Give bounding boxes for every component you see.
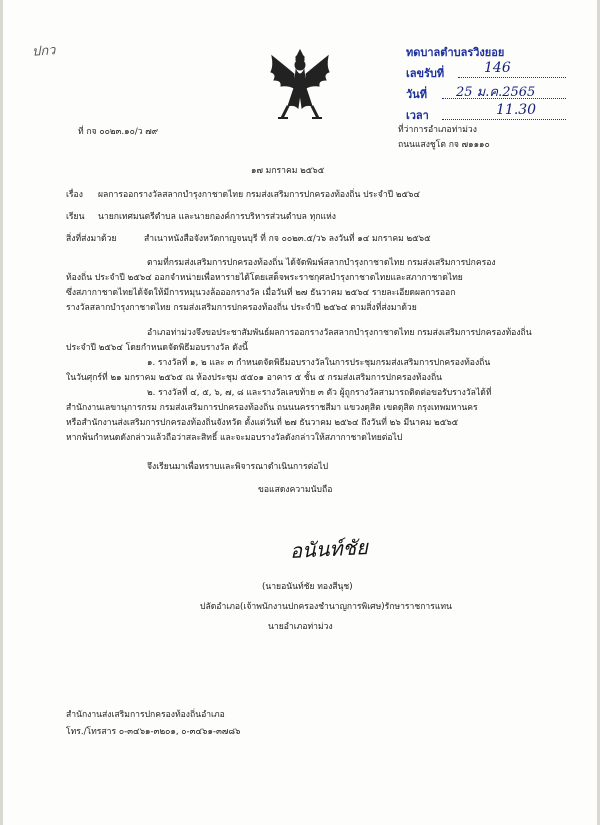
- para1-line: ท้องถิ่น ประจำปี ๒๕๖๔ ออกจำหน่ายเพื่อหารายได้โดยเสด็จพระราชกุศลบำรุงกาชาดไทยและสภากาชาดไทย: [66, 273, 463, 283]
- receipt-stamp: [398, 40, 574, 124]
- office-address: ถนนแสงชูโต กจ ๗๑๑๑๐: [398, 140, 490, 150]
- signer-name: (นายอนันท์ชัย ทองสีนุช): [262, 582, 353, 592]
- stamp-received-number: 146: [484, 60, 511, 76]
- para2-line: ประจำปี ๒๕๖๔ โดยกำหนดจัดพิธีมอบรางวัล ดังนี้: [66, 343, 248, 353]
- recipient-label: เรียน: [66, 212, 85, 222]
- stamp-office: ทดบาลตำบลรวิงยอย: [406, 47, 505, 59]
- item1-line: ในวันศุกร์ที่ ๒๑ มกราคม ๒๕๖๕ ณ ห้องประชุม ๕๕๐๑ อาคาร ๕ ชั้น ๕ กรมส่งเสริมการปกครองท้องถิ่น: [66, 373, 443, 383]
- signer-position: ปลัดอำเภอ(เจ้าพนักงานปกครองชำนาญการพิเศษ)รักษาราชการแทน: [200, 602, 452, 612]
- enclosure-label: สิ่งที่ส่งมาด้วย: [66, 234, 117, 244]
- para1-line: ตามที่กรมส่งเสริมการปกครองท้องถิ่น ได้จัดพิมพ์สลากบำรุงกาชาดไทย กรมส่งเสริมการปกครอง: [147, 258, 496, 268]
- reference-number: ที่ กจ ๐๐๒๓.๑๐/ว ๗๙: [78, 127, 159, 137]
- closing-regards: ขอแสดงความนับถือ: [258, 485, 333, 495]
- handwritten-signature: อนันท์ชัย: [289, 534, 369, 564]
- para1-line: รางวัลสลากบำรุงกาชาดไทย กรมส่งเสริมการปกครองท้องถิ่น ประจำปี ๒๕๖๔ ตามสิ่งที่ส่งมาด้วย: [66, 303, 417, 313]
- stamp-date-label: วันที่: [406, 89, 427, 101]
- stamp-time-value: 11.30: [496, 102, 537, 118]
- garuda-emblem-icon: [268, 48, 332, 124]
- footer-department: สำนักงานส่งเสริมการปกครองท้องถิ่นอำเภอ: [66, 710, 225, 720]
- item2-line: หรือสำนักงานส่งเสริมการปกครองท้องถิ่นจังหวัด ตั้งแต่วันที่ ๒๗ ธันวาคม ๒๕๖๔ ถึงวันที่ ๒๖ มีนาคม ๒๕๖๕: [66, 418, 459, 428]
- signer-position: นายอำเภอท่าม่วง: [268, 622, 333, 632]
- para2-line: อำเภอท่าม่วงจึงขอประชาสัมพันธ์ผลการออกรางวัลสลากบำรุงกาชาดไทย กรมส่งเสริมการปกครองท้องถิ่น: [147, 328, 532, 338]
- item2-line: สำนักงานเลขานุการกรม กรมส่งเสริมการปกครองท้องถิ่น ถนนนครราชสีมา แขวงดุสิต เขตดุสิต กรุงเทพมหานคร: [66, 403, 478, 413]
- item1-line: ๑. รางวัลที่ ๑, ๒ และ ๓ กำหนดจัดพิธีมอบรางวัลในการประชุมกรมส่งเสริมการปกครองท้องถิ่น: [147, 358, 491, 368]
- subject-text: ผลการออกรางวัลสลากบำรุงกาชาดไทย กรมส่งเสริมการปกครองท้องถิ่น ประจำปี ๒๕๖๔: [98, 190, 420, 200]
- footer-phone: โทร./โทรสาร ๐-๓๔๖๑-๓๒๐๑, ๐-๓๔๖๑-๓๗๘๖: [66, 727, 241, 737]
- subject-label: เรื่อง: [66, 190, 83, 200]
- stamp-date-value: 25 ม.ค.2565: [456, 85, 536, 100]
- document-date: ๑๗ มกราคม ๒๕๖๕: [251, 166, 325, 176]
- recipient-text: นายกเทศมนตรีตำบล และนายกองค์การบริหารส่วนตำบล ทุกแห่ง: [98, 212, 336, 222]
- corner-handwritten-note: ปกว: [31, 43, 57, 60]
- item2-line: ๒. รางวัลที่ ๔, ๕, ๖, ๗, ๘ และรางวัลเลขท้าย ๓ ตัว ผู้ถูกรางวัลสามารถติดต่อขอรับรางวัลได้ที่: [147, 388, 492, 398]
- page-left-edge: [0, 0, 3, 825]
- stamp-time-label: เวลา: [406, 110, 429, 122]
- closing-request: จึงเรียนมาเพื่อทราบและพิจารณาดำเนินการต่อไป: [147, 462, 329, 472]
- enclosure-text: สำเนาหนังสือจังหวัดกาญจนบุรี ที่ กจ ๐๐๒๓.๕/ว๖ ลงวันที่ ๑๔ มกราคม ๒๕๖๕: [144, 234, 431, 244]
- office-name: ที่ว่าการอำเภอท่าม่วง: [398, 125, 477, 135]
- stamp-received-label: เลขรับที่: [406, 68, 445, 80]
- para1-line: ซึ่งสภากาชาดไทยได้จัดให้มีการหมุนวงล้อออกรางวัล เมื่อวันที่ ๒๗ ธันวาคม ๒๕๖๔ รายละเอียดผลการออก: [66, 288, 456, 298]
- item2-line: หากพ้นกำหนดดังกล่าวแล้วถือว่าสละสิทธิ์ และจะมอบรางวัลดังกล่าวให้สภากาชาดไทยต่อไป: [66, 433, 403, 443]
